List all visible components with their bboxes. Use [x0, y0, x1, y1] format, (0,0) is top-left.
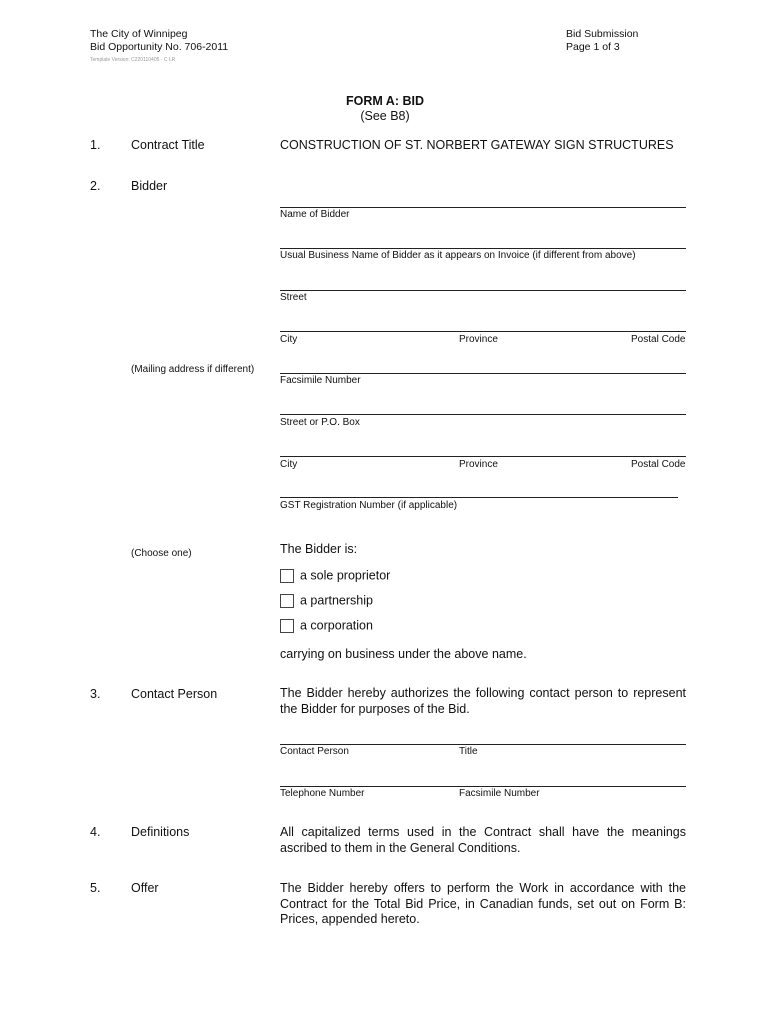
postal-code-caption: Postal Code — [631, 334, 686, 345]
business-name-caption: Usual Business Name of Bidder as it appears on Invoice (if different from above) — [280, 250, 636, 261]
bid-opportunity-number: Bid Opportunity No. 706-2011 — [90, 41, 229, 53]
section-5-label: Offer — [131, 881, 159, 895]
gst-line[interactable] — [280, 497, 678, 498]
contract-title-value: CONSTRUCTION OF ST. NORBERT GATEWAY SIGN STRUCTURES — [280, 138, 674, 152]
header-right — [566, 28, 638, 54]
header-left — [90, 28, 228, 54]
bidder-is-label: The Bidder is: — [280, 542, 358, 556]
section-4-label: Definitions — [131, 825, 190, 839]
title-caption: Title — [459, 746, 478, 757]
option-sole-proprietor[interactable] — [280, 568, 390, 584]
section-2-label: Bidder — [131, 179, 168, 193]
form-subtitle: (See B8) — [360, 109, 410, 123]
checkbox-corporation[interactable] — [280, 619, 294, 633]
city-line[interactable] — [280, 331, 686, 332]
carrying-on-text: carrying on business under the above name. — [280, 647, 527, 661]
province-caption: Province — [459, 334, 498, 345]
postal-code2-caption: Postal Code — [631, 459, 686, 470]
mailing-address-note: (Mailing address if different) — [131, 364, 255, 375]
street-caption: Street — [280, 292, 307, 303]
city-name: The City of Winnipeg — [90, 28, 188, 40]
contact-person-line[interactable] — [280, 744, 686, 745]
section-5-number: 5. — [90, 881, 101, 895]
bid-submission-label: Bid Submission — [566, 28, 639, 40]
city2-line[interactable] — [280, 456, 686, 457]
facsimile-line[interactable] — [280, 373, 686, 374]
option-corporation[interactable] — [280, 618, 373, 634]
option-partnership[interactable] — [280, 593, 373, 609]
contact-facsimile-caption: Facsimile Number — [459, 788, 540, 799]
option-partnership-label: a partnership — [300, 593, 373, 608]
street-po-caption: Street or P.O. Box — [280, 417, 360, 428]
province2-caption: Province — [459, 459, 498, 470]
facsimile-caption: Facsimile Number — [280, 375, 361, 386]
section-3-label: Contact Person — [131, 687, 218, 701]
contact-authorization-text: The Bidder hereby authorizes the following contact person to represent the Bidder for purposes of the Bid. — [280, 686, 686, 716]
contact-person-caption: Contact Person — [280, 746, 349, 757]
page-number: Page 1 of 3 — [566, 41, 620, 53]
telephone-caption: Telephone Number — [280, 788, 365, 799]
choose-one-note: (Choose one) — [131, 548, 192, 559]
form-title: FORM A: BID — [346, 94, 424, 108]
template-version: Template Version: C220110405 - C LR — [90, 57, 176, 63]
gst-caption: GST Registration Number (if applicable) — [280, 500, 458, 511]
section-1-number: 1. — [90, 138, 101, 152]
name-of-bidder-line[interactable] — [280, 207, 686, 208]
section-4-number: 4. — [90, 825, 101, 839]
city-caption: City — [280, 334, 298, 345]
city2-caption: City — [280, 459, 298, 470]
street-line[interactable] — [280, 290, 686, 291]
option-corporation-label: a corporation — [300, 618, 373, 633]
form-title-block — [0, 94, 770, 124]
telephone-line[interactable] — [280, 786, 686, 787]
definitions-text: All capitalized terms used in the Contract shall have the meanings ascribed to them in the General Conditions. — [280, 825, 686, 855]
checkbox-partnership[interactable] — [280, 594, 294, 608]
street-po-line[interactable] — [280, 414, 686, 415]
name-of-bidder-caption: Name of Bidder — [280, 209, 350, 220]
option-sole-proprietor-label: a sole proprietor — [300, 568, 391, 583]
offer-text: The Bidder hereby offers to perform the Work in accordance with the Contract for the Total Bid Price, in Canadian funds, set out on Form B: Prices, appended hereto. — [280, 881, 686, 926]
section-3-number: 3. — [90, 687, 101, 701]
section-2-number: 2. — [90, 179, 101, 193]
business-name-line[interactable] — [280, 248, 686, 249]
section-1-label: Contract Title — [131, 138, 205, 152]
checkbox-sole-proprietor[interactable] — [280, 569, 294, 583]
